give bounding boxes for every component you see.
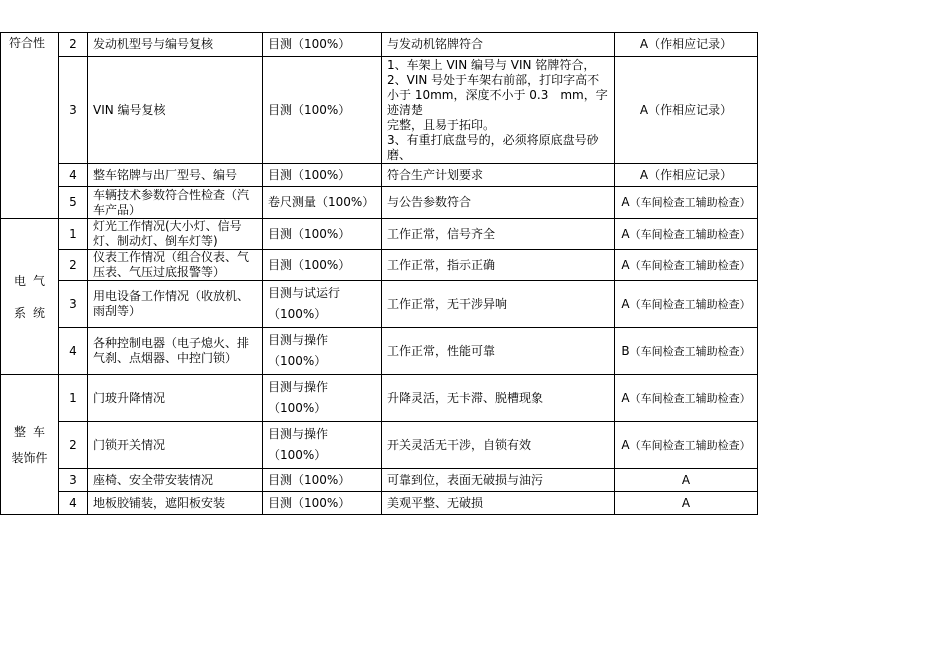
result-note: （车间检查工辅助检查） bbox=[629, 297, 751, 311]
item-number: 3 bbox=[59, 281, 88, 328]
item-number: 1 bbox=[59, 375, 88, 422]
result-grade: A bbox=[621, 437, 630, 452]
standard-cell: 工作正常，无干涉异响 bbox=[382, 281, 615, 328]
inspection-table bbox=[0, 32, 758, 515]
method-cell: 目测与操作 （100%） bbox=[263, 422, 382, 469]
item-number: 2 bbox=[59, 250, 88, 281]
standard-line: 完整，且易于拓印。 bbox=[387, 118, 496, 132]
item-number: 2 bbox=[59, 33, 88, 57]
standard-cell: 工作正常，指示正确 bbox=[382, 250, 615, 281]
standard-cell bbox=[382, 57, 615, 164]
result-note: （车间检查工辅助检查） bbox=[629, 258, 751, 272]
table-row bbox=[1, 57, 758, 164]
result-note: （车间检查工辅助检查） bbox=[629, 391, 751, 405]
table-row bbox=[1, 469, 758, 492]
result-note: （车间检查工辅助检查） bbox=[629, 196, 751, 209]
method-cell: 目测（100%） bbox=[263, 469, 382, 492]
result-cell: A bbox=[615, 492, 758, 515]
standard-cell: 工作正常，性能可靠 bbox=[382, 328, 615, 375]
method-cell: 目测（100%） bbox=[263, 164, 382, 187]
result-cell: A（作相应记录） bbox=[615, 57, 758, 164]
result-cell bbox=[615, 219, 758, 250]
item-name: 整车铭牌与出厂型号、编号 bbox=[88, 164, 263, 187]
result-cell bbox=[615, 281, 758, 328]
standard-cell: 开关灵活无干涉，自锁有效 bbox=[382, 422, 615, 469]
standard-line: 1、车架上 VIN 编号与 VIN 铭牌符合， bbox=[387, 58, 596, 72]
table-row bbox=[1, 33, 758, 57]
item-number: 2 bbox=[59, 422, 88, 469]
standard-cell: 符合生产计划要求 bbox=[382, 164, 615, 187]
table-row bbox=[1, 375, 758, 422]
method-cell: 目测（100%） bbox=[263, 57, 382, 164]
item-name: 仪表工作情况（组合仪表、气压表、气压过底报警等） bbox=[88, 250, 263, 281]
result-grade: A bbox=[621, 226, 630, 241]
standard-cell: 美观平整、无破损 bbox=[382, 492, 615, 515]
table-row bbox=[1, 328, 758, 375]
standard-cell: 可靠到位，表面无破损与油污 bbox=[382, 469, 615, 492]
result-grade: A bbox=[621, 195, 630, 209]
method-cell: 目测（100%） bbox=[263, 219, 382, 250]
result-cell bbox=[615, 187, 758, 219]
item-number: 4 bbox=[59, 328, 88, 375]
result-grade: A bbox=[621, 296, 630, 311]
standard-cell: 升降灵活，无卡滞、脱槽现象 bbox=[382, 375, 615, 422]
result-cell bbox=[615, 422, 758, 469]
item-name: 门锁开关情况 bbox=[88, 422, 263, 469]
item-number: 4 bbox=[59, 492, 88, 515]
item-name: 车辆技术参数符合性检查（汽车产品） bbox=[88, 187, 263, 219]
result-cell bbox=[615, 328, 758, 375]
method-cell: 目测（100%） bbox=[263, 33, 382, 57]
item-number: 5 bbox=[59, 187, 88, 219]
result-note: （车间检查工辅助检查） bbox=[629, 438, 751, 452]
category-conformity: 符合性 bbox=[1, 33, 59, 219]
category-electrical: 电 气 系 统 bbox=[1, 219, 59, 375]
item-number: 1 bbox=[59, 219, 88, 250]
item-number: 3 bbox=[59, 57, 88, 164]
method-cell: 目测与操作 （100%） bbox=[263, 328, 382, 375]
result-cell: A bbox=[615, 469, 758, 492]
result-note: （车间检查工辅助检查） bbox=[629, 227, 751, 241]
standard-cell: 与发动机铭牌符合 bbox=[382, 33, 615, 57]
standard-line: 2、VIN 号处于车架右前部，打印字高不小于 10mm，深度不小于 0.3 mm，字迹清楚 bbox=[387, 73, 608, 117]
method-cell: 目测与操作 （100%） bbox=[263, 375, 382, 422]
item-number: 3 bbox=[59, 469, 88, 492]
result-cell bbox=[615, 375, 758, 422]
standard-cell: 工作正常，信号齐全 bbox=[382, 219, 615, 250]
standard-cell: 与公告参数符合 bbox=[382, 187, 615, 219]
standard-line: 3、有重打底盘号的，必须将原底盘号砂磨、 bbox=[387, 133, 599, 162]
table-row bbox=[1, 492, 758, 515]
method-cell: 目测与试运行 （100%） bbox=[263, 281, 382, 328]
method-cell: 目测（100%） bbox=[263, 250, 382, 281]
item-name: 门玻升降情况 bbox=[88, 375, 263, 422]
result-cell: A（作相应记录） bbox=[615, 33, 758, 57]
table-row bbox=[1, 281, 758, 328]
item-name: 用电设备工作情况（收放机、雨刮等） bbox=[88, 281, 263, 328]
result-grade: A bbox=[621, 390, 630, 405]
table-row bbox=[1, 422, 758, 469]
method-cell: 目测（100%） bbox=[263, 492, 382, 515]
table-row bbox=[1, 164, 758, 187]
method-cell: 卷尺测量（100%） bbox=[263, 187, 382, 219]
result-grade: B bbox=[621, 343, 630, 358]
category-trim: 整 车 装饰件 bbox=[1, 375, 59, 515]
item-name: 灯光工作情况(大小灯、信号灯、制动灯、倒车灯等) bbox=[88, 219, 263, 250]
result-cell: A（作相应记录） bbox=[615, 164, 758, 187]
result-cell bbox=[615, 250, 758, 281]
item-name: 座椅、安全带安装情况 bbox=[88, 469, 263, 492]
table-row bbox=[1, 250, 758, 281]
item-name: 各种控制电器（电子熄火、排气刹、点烟器、中控门锁） bbox=[88, 328, 263, 375]
item-name: 地板胶铺装，遮阳板安装 bbox=[88, 492, 263, 515]
item-name: 发动机型号与编号复核 bbox=[88, 33, 263, 57]
item-name: VIN 编号复核 bbox=[88, 57, 263, 164]
table-row bbox=[1, 219, 758, 250]
result-note: （车间检查工辅助检查） bbox=[629, 344, 751, 358]
item-number: 4 bbox=[59, 164, 88, 187]
result-grade: A bbox=[621, 257, 630, 272]
table-row bbox=[1, 187, 758, 219]
